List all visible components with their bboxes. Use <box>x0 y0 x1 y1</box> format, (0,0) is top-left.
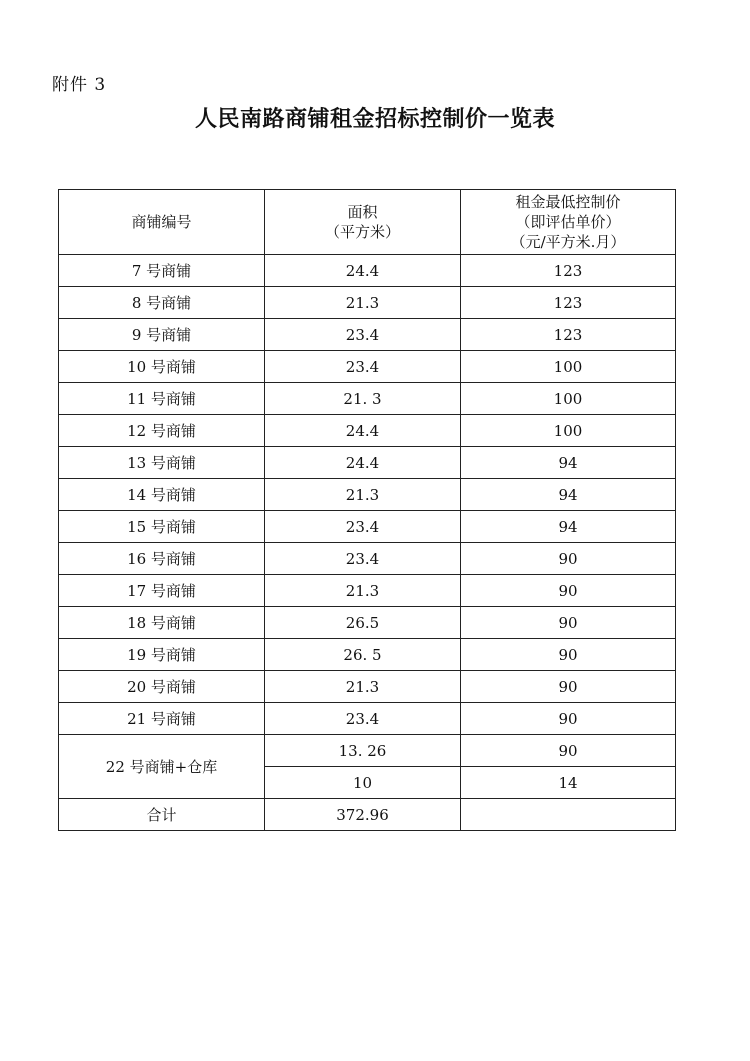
cell-shop-number: 16 号商铺 <box>59 543 265 575</box>
cell-shop-number: 13 号商铺 <box>59 447 265 479</box>
table-row <box>59 383 676 415</box>
cell-total-price <box>461 799 676 831</box>
cell-price: 100 <box>461 415 676 447</box>
cell-area: 21.3 <box>265 575 461 607</box>
table-row <box>59 415 676 447</box>
cell-shop-number: 11 号商铺 <box>59 383 265 415</box>
table-row <box>59 319 676 351</box>
header-shop-number-label: 商铺编号 <box>131 213 192 231</box>
cell-shop-number: 19 号商铺 <box>59 639 265 671</box>
cell-area: 23.4 <box>265 511 461 543</box>
table-body <box>59 255 676 831</box>
header-min-price-unit: （元/平方米.月） <box>510 233 626 251</box>
table-row <box>59 703 676 735</box>
table-row <box>59 255 676 287</box>
cell-area: 24.4 <box>265 447 461 479</box>
cell-price: 123 <box>461 287 676 319</box>
cell-area: 23.4 <box>265 351 461 383</box>
cell-area-merged-a: 13. 26 <box>265 735 461 767</box>
table-row-total <box>59 799 676 831</box>
cell-price: 94 <box>461 479 676 511</box>
cell-total-area: 372.96 <box>265 799 461 831</box>
cell-shop-number: 8 号商铺 <box>59 287 265 319</box>
cell-shop-number: 12 号商铺 <box>59 415 265 447</box>
cell-total-label: 合计 <box>59 799 265 831</box>
table-row <box>59 671 676 703</box>
table-row <box>59 607 676 639</box>
cell-price: 123 <box>461 255 676 287</box>
header-area-unit: （平方米） <box>324 223 400 241</box>
cell-area: 21.3 <box>265 479 461 511</box>
cell-shop-number: 7 号商铺 <box>59 255 265 287</box>
cell-shop-number: 20 号商铺 <box>59 671 265 703</box>
table-header-row <box>59 190 676 255</box>
cell-area: 21.3 <box>265 287 461 319</box>
table-row-merged-a <box>59 735 676 767</box>
header-area <box>265 190 461 255</box>
cell-area: 21.3 <box>265 671 461 703</box>
cell-area: 23.4 <box>265 319 461 351</box>
cell-price: 90 <box>461 639 676 671</box>
cell-shop-number: 18 号商铺 <box>59 607 265 639</box>
cell-area: 23.4 <box>265 543 461 575</box>
attachment-label: 附件 3 <box>52 75 107 95</box>
header-min-price-label: 租金最低控制价 <box>515 193 621 211</box>
table-row <box>59 351 676 383</box>
table-row <box>59 511 676 543</box>
cell-area: 24.4 <box>265 255 461 287</box>
cell-area: 21. 3 <box>265 383 461 415</box>
rent-control-price-table <box>58 189 676 831</box>
cell-area: 26.5 <box>265 607 461 639</box>
cell-shop-number: 14 号商铺 <box>59 479 265 511</box>
cell-area: 23.4 <box>265 703 461 735</box>
header-shop-number <box>59 190 265 255</box>
table-row <box>59 479 676 511</box>
cell-price: 100 <box>461 383 676 415</box>
cell-price: 90 <box>461 543 676 575</box>
header-area-label: 面积 <box>347 203 378 221</box>
table-row <box>59 447 676 479</box>
cell-price: 90 <box>461 671 676 703</box>
cell-price: 123 <box>461 319 676 351</box>
table-row <box>59 543 676 575</box>
cell-area-merged-b: 10 <box>265 767 461 799</box>
header-min-price-note: （即评估单价） <box>515 213 621 231</box>
header-min-price <box>461 190 676 255</box>
cell-price: 90 <box>461 607 676 639</box>
cell-price: 90 <box>461 575 676 607</box>
cell-price: 94 <box>461 511 676 543</box>
cell-area: 24.4 <box>265 415 461 447</box>
cell-price-merged-a: 90 <box>461 735 676 767</box>
page-title: 人民南路商铺租金招标控制价一览表 <box>194 106 555 132</box>
cell-shop-number: 21 号商铺 <box>59 703 265 735</box>
cell-shop-number-merged: 22 号商铺+仓库 <box>59 735 265 799</box>
cell-shop-number: 15 号商铺 <box>59 511 265 543</box>
table-row <box>59 575 676 607</box>
cell-shop-number: 17 号商铺 <box>59 575 265 607</box>
cell-price: 100 <box>461 351 676 383</box>
cell-shop-number: 10 号商铺 <box>59 351 265 383</box>
cell-price: 90 <box>461 703 676 735</box>
cell-shop-number: 9 号商铺 <box>59 319 265 351</box>
table-row <box>59 287 676 319</box>
table-row <box>59 639 676 671</box>
cell-price: 94 <box>461 447 676 479</box>
cell-price-merged-b: 14 <box>461 767 676 799</box>
cell-area: 26. 5 <box>265 639 461 671</box>
